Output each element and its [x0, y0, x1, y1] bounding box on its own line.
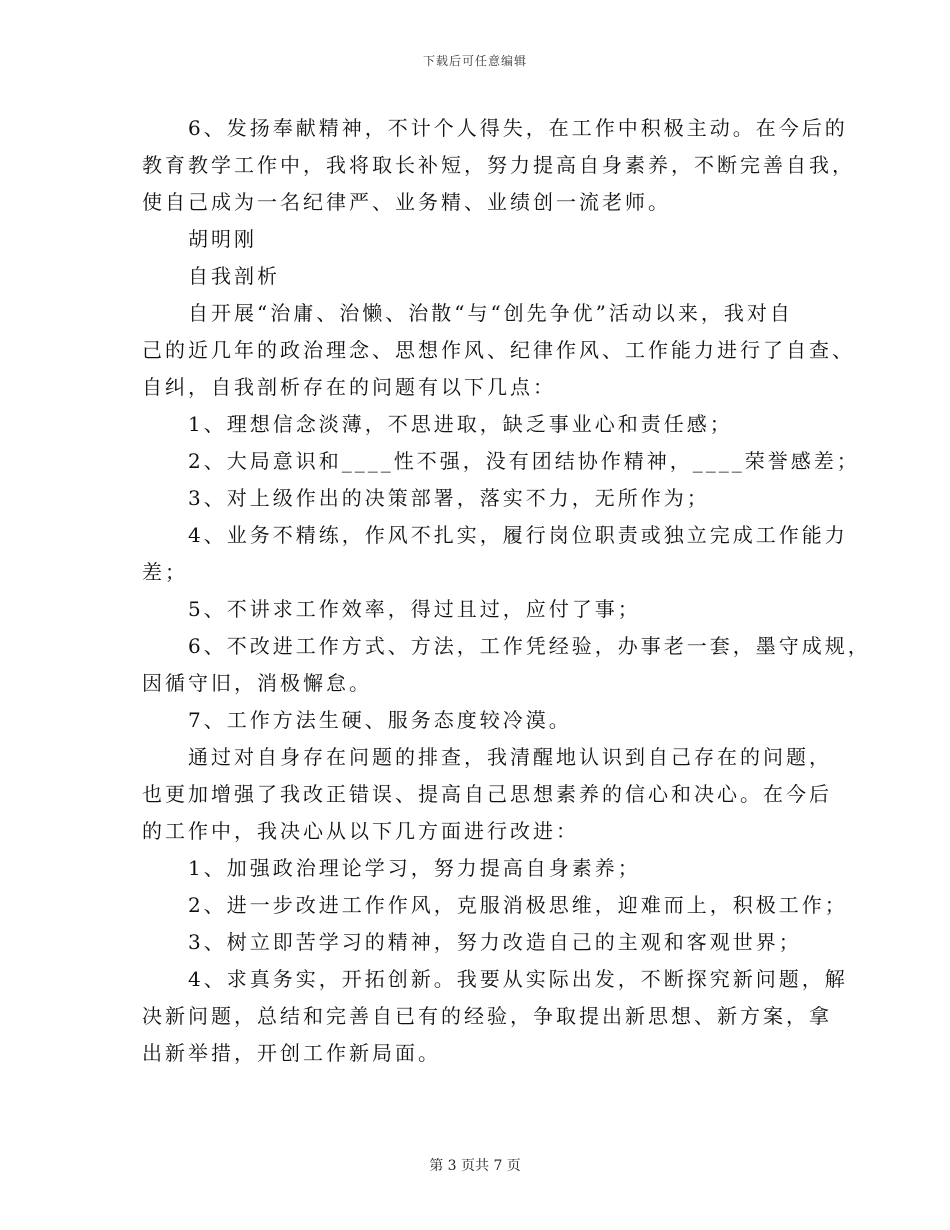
- list-item: 7、工作方法生硬、服务态度较冷漠。: [188, 708, 572, 732]
- page-header: 下载后可任意编辑: [422, 54, 527, 68]
- list-item: 1、加强政治理论学习，努力提高自身素养；: [188, 856, 641, 880]
- text-line: 出新举措，开创工作新局面。: [142, 1041, 441, 1065]
- list-item: 6、不改进工作方式、方法，工作凭经验，办事老一套，墨守成规，: [188, 634, 871, 658]
- text-line: 差；: [142, 560, 188, 584]
- text-line: 因循守旧，消极懈怠。: [142, 671, 372, 695]
- list-item: 5、不讲求工作效率，得过且过，应付了事；: [188, 597, 641, 621]
- list-item: 3、树立即苦学习的精神，努力改造自己的主观和客观世界；: [188, 930, 802, 954]
- list-item: 4、业务不精练，作风不扎实，履行岗位职责或独立完成工作能力: [188, 523, 848, 547]
- author-name: 胡明刚: [188, 227, 257, 251]
- list-item: 1、理想信念淡薄，不思进取，缺乏事业心和责任感；: [188, 412, 733, 436]
- text-line: 己的近几年的政治理念、思想作风、纪律作风、工作能力进行了自查、: [142, 338, 855, 362]
- list-item: 2、大局意识和____性不强，没有团结协作精神，____荣誉感差；: [188, 449, 860, 473]
- text-line: 的工作中，我决心从以下几方面进行改进：: [142, 819, 579, 843]
- text-line: 6、发扬奉献精神，不计个人得失，在工作中积极主动。在今后的: [188, 116, 848, 140]
- list-item: 4、求真务实，开拓创新。我要从实际出发，不断探究新问题，解: [188, 967, 848, 991]
- list-item: 3、对上级作出的决策部署，落实不力，无所作为；: [188, 486, 710, 510]
- text-line: 使自己成为一名纪律严、业务精、业绩创一流老师。: [142, 190, 671, 214]
- text-line: 也更加增强了我改正错误、提高自己思想素养的信心和决心。在今后: [142, 782, 832, 806]
- text-line: 自开展“治庸、治懒、治散“与“创先争优”活动以来，我对自: [188, 301, 793, 325]
- text-line: 决新问题，总结和完善自已有的经验，争取提出新思想、新方案，拿: [142, 1004, 832, 1028]
- text-line: 教育教学工作中，我将取长补短，努力提高自身素养，不断完善自我，: [142, 153, 855, 177]
- page-number: 第 3 页共 7 页: [429, 1158, 521, 1174]
- text-line: 自纠，自我剖析存在的问题有以下几点：: [142, 375, 556, 399]
- text-line: 通过对自身存在问题的排查，我清醒地认识到自己存在的问题，: [188, 745, 832, 769]
- list-item: 2、进一步改进工作作风，克服消极思维，迎难而上，积极工作；: [188, 893, 848, 917]
- document-body: [142, 110, 871, 1072]
- section-title: 自我剖析: [188, 264, 280, 288]
